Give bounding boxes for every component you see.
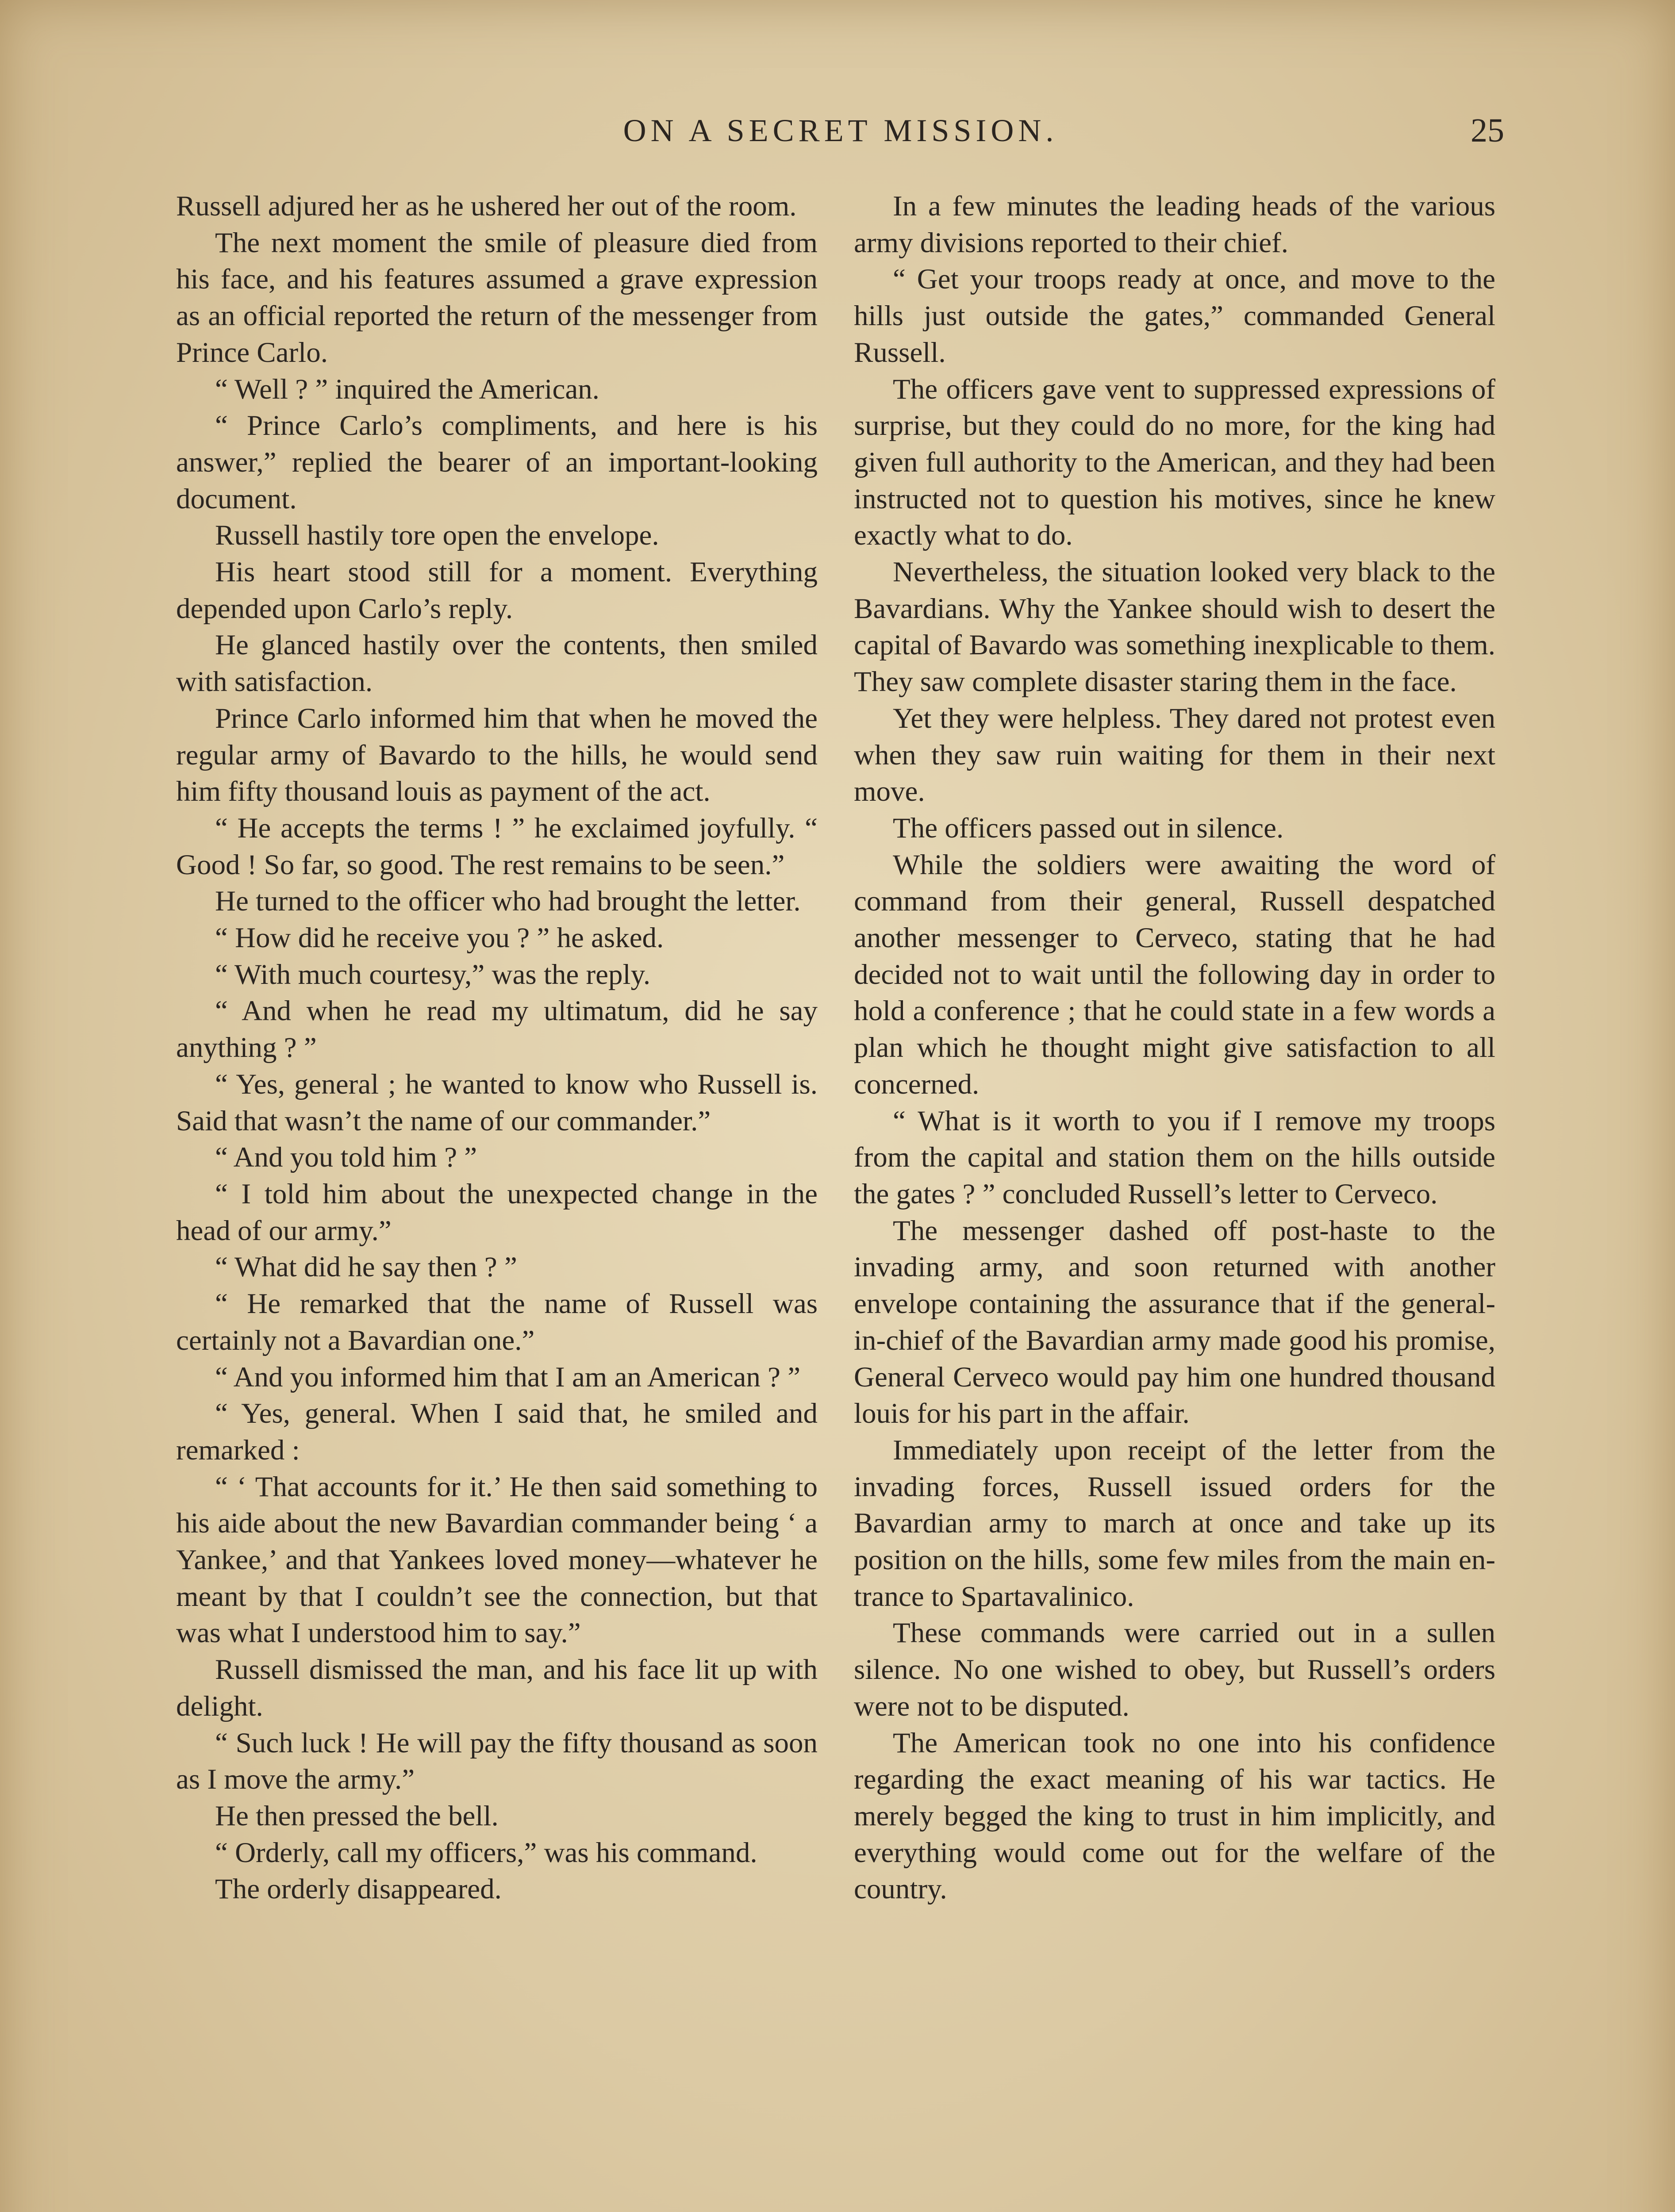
paragraph: “ And when he read my ultimatum, did he say anything ? ” <box>176 995 818 1064</box>
paragraph: While the soldiers were awaiting the word of command from their general, Russell despatched another messenger to Cerveco, stating that he had decided not to wait until the following day in order to hold a conference ; that he could state in a few words a plan which he thought might give satisfaction to all concerned. <box>854 849 1495 1100</box>
paragraph: The orderly disappeared. <box>215 1873 502 1905</box>
paragraph: The next moment the smile of pleasure died from his face, and his features assumed a grave expression as an official reported the return of the messenger from Prince Carlo. <box>176 227 818 369</box>
paragraph: “ Prince Carlo’s compliments, and here is his answer,” replied the bearer of an important-looking document. <box>176 410 818 515</box>
paragraph: He turned to the officer who had brought the letter. <box>215 885 801 918</box>
paragraph: Immediately upon receipt of the letter from the invading forces, Russell issued orders for the Bavardian army to march at once and take up its position on the hills, some few miles from the main entrance to Spartavalinico. <box>854 1434 1495 1613</box>
paragraph: He glanced hastily over the contents, then smiled with satisfaction. <box>176 629 818 698</box>
paragraph: “ Get your troops ready at once, and move to the hills just outside the gates,” commanded General Russell. <box>854 263 1495 369</box>
left-column <box>176 188 818 1908</box>
paragraph: “ With much courtesy,” was the reply. <box>215 958 651 991</box>
paragraph: “ What is it worth to you if I remove my troops from the capital and station them on the hills outside the gates ? ” concluded Russell’s letter to Cerveco. <box>854 1105 1495 1210</box>
paragraph: The American took no one into his confidence regarding the exact meaning of his war tactics. He merely begged the king to trust in him implicitly, and everything would come out for the welfare of the country. <box>854 1727 1495 1905</box>
paragraph: The messenger dashed off post-haste to the invading army, and soon returned with another envelope containing the assurance that if the general-in-chief of the Bavardian army made good his promise, General Cerveco would pay him one hundred thousand louis for his part in the affair. <box>854 1214 1495 1430</box>
paragraph: “ He accepts the terms ! ” he exclaimed joyfully. “ Good ! So far, so good. The rest remains to be seen.” <box>176 812 818 881</box>
paragraph: Russell dismissed the man, and his face lit up with delight. <box>176 1654 818 1722</box>
paragraph: “ Yes, general ; he wanted to know who Russell is. Said that wasn’t the name of our commander.” <box>176 1068 818 1137</box>
running-head <box>0 111 1675 150</box>
paragraph: “ Well ? ” inquired the American. <box>215 373 599 405</box>
paragraph: Russell adjured her as he ushered her out of the room. <box>176 190 797 222</box>
paragraph: These commands were carried out in a sullen silence. No one wished to obey, but Russell’s orders were not to be disputed. <box>854 1617 1495 1722</box>
paragraph: “ He remarked that the name of Russell was certainly not a Bavardian one.” <box>176 1288 818 1356</box>
paragraph: Yet they were helpless. They dared not protest even when they saw ruin waiting for them in their next move. <box>854 702 1495 808</box>
paragraph: “ What did he say then ? ” <box>215 1251 517 1283</box>
paragraph: “ And you informed him that I am an American ? ” <box>215 1361 801 1393</box>
paragraph: “ ‘ That accounts for it.’ He then said something to his aide about the new Bavardian commander being ‘ a Yankee,’ and that Yankees loved money—whatever he meant by that I couldn’t see the connection, but that was what I understood him to say.” <box>176 1471 818 1649</box>
page-number: 25 <box>1471 112 1504 149</box>
paragraph: Nevertheless, the situation looked very black to the Bavardians. Why the Yankee should wish to desert the capital of Bavardo was something inexplicable to them. They saw complete disaster staring them in the face. <box>854 556 1495 698</box>
paragraph: “ I told him about the unexpected change in the head of our army.” <box>176 1178 818 1247</box>
right-column <box>854 188 1495 1908</box>
paragraph: “ Orderly, call my officers,” was his command. <box>215 1836 757 1869</box>
paragraph: The officers gave vent to suppressed expressions of surprise, but they could do no more, for the king had given full authority to the American, and they had been instructed not to question his motives, since he knew exactly what to do. <box>854 373 1495 552</box>
paragraph: Russell hastily tore open the envelope. <box>215 519 659 552</box>
paragraph: His heart stood still for a moment. Everything depended upon Carlo’s reply. <box>176 556 818 625</box>
paragraph: “ And you told him ? ” <box>215 1141 477 1174</box>
running-title: ON A SECRET MISSION. <box>623 113 1058 148</box>
paragraph: “ How did he receive you ? ” he asked. <box>215 922 664 954</box>
paragraph: The officers passed out in silence. <box>893 812 1284 844</box>
paragraph: “ Yes, general. When I said that, he smiled and remarked : <box>176 1398 818 1466</box>
paragraph: “ Such luck ! He will pay the fifty thousand as soon as I move the army.” <box>176 1727 818 1796</box>
paragraph: In a few minutes the leading heads of the various army divisions reported to their chief. <box>854 190 1495 259</box>
paragraph: Prince Carlo informed him that when he moved the regular army of Bavardo to the hills, he would send him fifty thousand louis as payment of the act. <box>176 702 818 808</box>
paragraph: He then pressed the bell. <box>215 1800 499 1832</box>
